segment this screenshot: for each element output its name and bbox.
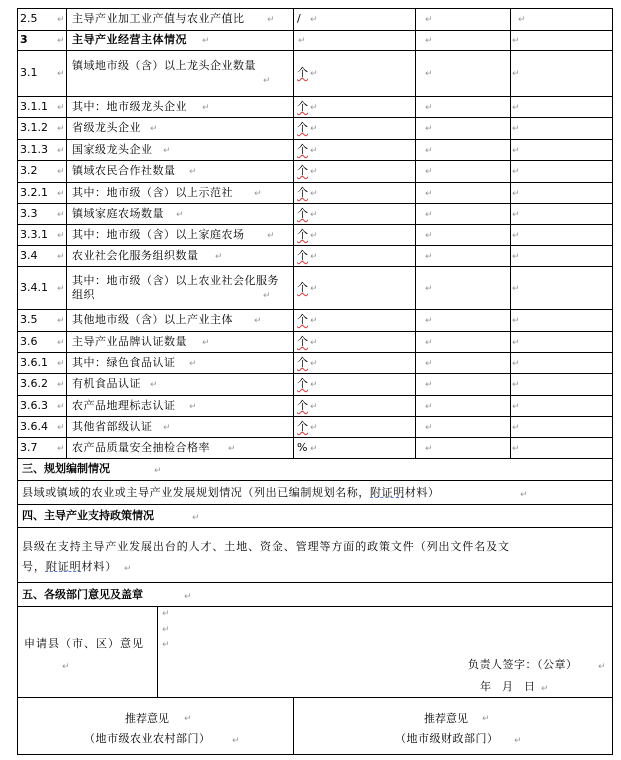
paragraph-mark-icon: ↵ bbox=[57, 15, 65, 25]
row-label: 主导产业加工业产值与农业产值比 bbox=[72, 12, 245, 25]
paragraph-mark-icon: ↵ bbox=[425, 210, 433, 220]
paragraph-mark-icon: ↵ bbox=[512, 444, 520, 454]
paragraph-mark-icon: ↵ bbox=[57, 316, 65, 326]
row-unit: / bbox=[297, 12, 301, 25]
paragraph-mark-icon: ↵ bbox=[598, 662, 606, 672]
row-unit: 个 bbox=[297, 249, 308, 262]
paragraph-mark-icon: ↵ bbox=[512, 146, 520, 156]
table-rule bbox=[17, 582, 613, 583]
paragraph-mark-icon: ↵ bbox=[512, 284, 520, 294]
row-label: 农产品质量安全抽检合格率 bbox=[72, 441, 210, 454]
row-label: 农产品地理标志认证 bbox=[72, 399, 176, 412]
row-unit: 个 bbox=[297, 143, 308, 156]
row-unit: 个 bbox=[297, 121, 308, 134]
row-label: 其中：地市级（含）以上示范社 bbox=[72, 186, 233, 199]
paragraph-mark-icon: ↵ bbox=[310, 423, 318, 433]
paragraph-mark-icon: ↵ bbox=[425, 167, 433, 177]
paragraph-mark-icon: ↵ bbox=[425, 231, 433, 241]
row-number: 3.1.1 bbox=[20, 100, 48, 113]
paragraph-mark-icon: ↵ bbox=[57, 36, 65, 46]
paragraph-mark-icon: ↵ bbox=[162, 609, 170, 619]
table-rule bbox=[17, 697, 613, 698]
paragraph-mark-icon: ↵ bbox=[482, 714, 490, 724]
table-rule bbox=[17, 527, 613, 528]
row-number: 3.7 bbox=[20, 441, 38, 454]
paragraph-mark-icon: ↵ bbox=[189, 359, 197, 369]
row-unit: 个 bbox=[297, 335, 308, 348]
date-line: 年 月 日 bbox=[480, 680, 535, 693]
row-number: 3.1 bbox=[20, 66, 38, 79]
paragraph-mark-icon: ↵ bbox=[202, 103, 210, 113]
paragraph-mark-icon: ↵ bbox=[57, 210, 65, 220]
recommendation-1-dept: （地市级农业农村部门） bbox=[84, 732, 211, 745]
paragraph-mark-icon: ↵ bbox=[425, 338, 433, 348]
planning-description bbox=[22, 486, 440, 500]
row-label: 主导产业经营主体情况 bbox=[72, 33, 187, 46]
paragraph-mark-icon: ↵ bbox=[425, 189, 433, 199]
paragraph-mark-icon: ↵ bbox=[57, 444, 65, 454]
paragraph-mark-icon: ↵ bbox=[124, 564, 132, 574]
policy-text: 号， bbox=[22, 560, 46, 573]
paragraph-mark-icon: ↵ bbox=[512, 210, 520, 220]
row-label: 镇域地市级（含）以上龙头企业数量 bbox=[72, 59, 256, 72]
row-number: 3.6.1 bbox=[20, 356, 48, 369]
paragraph-mark-icon: ↵ bbox=[254, 189, 262, 199]
paragraph-mark-icon: ↵ bbox=[62, 662, 70, 672]
row-unit: 个 bbox=[297, 420, 308, 433]
paragraph-mark-icon: ↵ bbox=[512, 69, 520, 79]
policy-text-line-2 bbox=[22, 560, 117, 574]
form-border-bottom bbox=[17, 754, 613, 755]
attach-proof-link: 附证明 bbox=[370, 486, 405, 499]
row-unit: 个 bbox=[297, 356, 308, 369]
paragraph-mark-icon: ↵ bbox=[310, 15, 318, 25]
attach-proof-link: 附证明 bbox=[45, 560, 82, 573]
paragraph-mark-icon: ↵ bbox=[520, 490, 528, 500]
paragraph-mark-icon: ↵ bbox=[310, 402, 318, 412]
paragraph-mark-icon: ↵ bbox=[425, 359, 433, 369]
paragraph-mark-icon: ↵ bbox=[228, 444, 236, 454]
section-3-title: 三、规划编制情况 bbox=[22, 462, 110, 475]
row-label: 有机食品认证 bbox=[72, 377, 141, 390]
paragraph-mark-icon: ↵ bbox=[184, 714, 192, 724]
row-number: 3.3 bbox=[20, 207, 38, 220]
recommendation-2-title: 推荐意见 bbox=[424, 712, 468, 725]
row-number: 3.6.2 bbox=[20, 377, 48, 390]
paragraph-mark-icon: ↵ bbox=[57, 124, 65, 134]
paragraph-mark-icon: ↵ bbox=[310, 252, 318, 262]
paragraph-mark-icon: ↵ bbox=[310, 231, 318, 241]
paragraph-mark-icon: ↵ bbox=[512, 252, 520, 262]
row-label: 省级龙头企业 bbox=[72, 121, 141, 134]
paragraph-mark-icon: ↵ bbox=[57, 338, 65, 348]
paragraph-mark-icon: ↵ bbox=[425, 423, 433, 433]
paragraph-mark-icon: ↵ bbox=[310, 444, 318, 454]
paragraph-mark-icon: ↵ bbox=[57, 189, 65, 199]
row-number: 3.5 bbox=[20, 313, 38, 326]
paragraph-mark-icon: ↵ bbox=[425, 402, 433, 412]
paragraph-mark-icon: ↵ bbox=[310, 359, 318, 369]
paragraph-mark-icon: ↵ bbox=[425, 15, 433, 25]
planning-text: 县域或镇域的农业或主导产业发展规划情况（列出已编制规划名称， bbox=[22, 486, 370, 499]
paragraph-mark-icon: ↵ bbox=[425, 316, 433, 326]
paragraph-mark-icon: ↵ bbox=[215, 252, 223, 262]
section-5-title: 五、各级部门意见及盖章 bbox=[22, 588, 143, 601]
row-label: 其中：绿色食品认证 bbox=[72, 356, 176, 369]
row-label: 镇域农民合作社数量 bbox=[72, 164, 176, 177]
row-label: 其中：地市级（含）以上家庭农场 bbox=[72, 228, 245, 241]
row-number: 3.1.2 bbox=[20, 121, 48, 134]
paragraph-mark-icon: ↵ bbox=[57, 402, 65, 412]
paragraph-mark-icon: ↵ bbox=[254, 316, 262, 326]
paragraph-mark-icon: ↵ bbox=[57, 252, 65, 262]
row-unit: 个 bbox=[297, 66, 308, 79]
paragraph-mark-icon: ↵ bbox=[310, 210, 318, 220]
row-unit: 个 bbox=[297, 164, 308, 177]
paragraph-mark-icon: ↵ bbox=[176, 210, 184, 220]
paragraph-mark-icon: ↵ bbox=[514, 736, 522, 746]
paragraph-mark-icon: ↵ bbox=[310, 124, 318, 134]
row-number: 3.4 bbox=[20, 249, 38, 262]
paragraph-mark-icon: ↵ bbox=[189, 402, 197, 412]
paragraph-mark-icon: ↵ bbox=[189, 167, 197, 177]
paragraph-mark-icon: ↵ bbox=[512, 124, 520, 134]
signature-line: 负责人签字：（公章） bbox=[468, 658, 578, 671]
paragraph-mark-icon: ↵ bbox=[512, 380, 520, 390]
recommendation-2-dept: （地市级财政部门） bbox=[395, 732, 499, 745]
row-number: 3.1.3 bbox=[20, 143, 48, 156]
paragraph-mark-icon: ↵ bbox=[163, 146, 171, 156]
paragraph-mark-icon: ↵ bbox=[184, 592, 192, 602]
row-label: 其他省部级认证 bbox=[72, 420, 153, 433]
row-number: 3.6 bbox=[20, 335, 38, 348]
paragraph-mark-icon: ↵ bbox=[310, 103, 318, 113]
paragraph-mark-icon: ↵ bbox=[310, 146, 318, 156]
paragraph-mark-icon: ↵ bbox=[57, 231, 65, 241]
paragraph-mark-icon: ↵ bbox=[425, 380, 433, 390]
paragraph-mark-icon: ↵ bbox=[512, 359, 520, 369]
form-border-right bbox=[612, 8, 613, 755]
paragraph-mark-icon: ↵ bbox=[512, 231, 520, 241]
planning-text-end: 材料） bbox=[404, 486, 440, 499]
paragraph-mark-icon: ↵ bbox=[57, 146, 65, 156]
paragraph-mark-icon: ↵ bbox=[163, 423, 171, 433]
paragraph-mark-icon: ↵ bbox=[154, 466, 162, 476]
row-number: 3.4.1 bbox=[20, 281, 48, 294]
paragraph-mark-icon: ↵ bbox=[512, 402, 520, 412]
paragraph-mark-icon: ↵ bbox=[518, 15, 526, 25]
row-unit: 个 bbox=[297, 377, 308, 390]
paragraph-mark-icon: ↵ bbox=[310, 189, 318, 199]
paragraph-mark-icon: ↵ bbox=[57, 359, 65, 369]
paragraph-mark-icon: ↵ bbox=[512, 103, 520, 113]
paragraph-mark-icon: ↵ bbox=[57, 380, 65, 390]
row-label: 镇域家庭农场数量 bbox=[72, 207, 164, 220]
row-unit: 个 bbox=[297, 228, 308, 241]
paragraph-mark-icon: ↵ bbox=[541, 684, 549, 694]
paragraph-mark-icon: ↵ bbox=[310, 316, 318, 326]
paragraph-mark-icon: ↵ bbox=[57, 423, 65, 433]
paragraph-mark-icon: ↵ bbox=[232, 736, 240, 746]
paragraph-mark-icon: ↵ bbox=[425, 36, 433, 46]
paragraph-mark-icon: ↵ bbox=[512, 36, 520, 46]
paragraph-mark-icon: ↵ bbox=[267, 231, 275, 241]
paragraph-mark-icon: ↵ bbox=[202, 338, 210, 348]
paragraph-mark-icon: ↵ bbox=[512, 167, 520, 177]
row-unit: 个 bbox=[297, 313, 308, 326]
row-number: 3.2 bbox=[20, 164, 38, 177]
paragraph-mark-icon: ↵ bbox=[310, 167, 318, 177]
paragraph-mark-icon: ↵ bbox=[150, 380, 158, 390]
paragraph-mark-icon: ↵ bbox=[202, 36, 210, 46]
paragraph-mark-icon: ↵ bbox=[425, 124, 433, 134]
paragraph-mark-icon: ↵ bbox=[57, 167, 65, 177]
row-unit: 个 bbox=[297, 207, 308, 220]
row-number: 3.2.1 bbox=[20, 186, 48, 199]
row-number: 3 bbox=[20, 33, 28, 46]
applicant-label: 申请县（市、区）意见 bbox=[24, 637, 144, 650]
paragraph-mark-icon: ↵ bbox=[425, 444, 433, 454]
row-number: 2.5 bbox=[20, 12, 38, 25]
applicant-divider bbox=[157, 606, 158, 698]
paragraph-mark-icon: ↵ bbox=[310, 69, 318, 79]
paragraph-mark-icon: ↵ bbox=[425, 69, 433, 79]
paragraph-mark-icon: ↵ bbox=[150, 124, 158, 134]
paragraph-mark-icon: ↵ bbox=[57, 103, 65, 113]
table-rule bbox=[17, 458, 613, 459]
row-unit: % bbox=[297, 441, 308, 454]
section-4-title: 四、主导产业支持政策情况 bbox=[22, 509, 154, 522]
paragraph-mark-icon: ↵ bbox=[298, 36, 306, 46]
paragraph-mark-icon: ↵ bbox=[425, 284, 433, 294]
row-label: 其中：地市级（含）以上农业社会化服务组织 bbox=[72, 274, 279, 301]
paragraph-mark-icon: ↵ bbox=[57, 69, 65, 79]
recommendation-1-title: 推荐意见 bbox=[125, 712, 169, 725]
paragraph-mark-icon: ↵ bbox=[162, 625, 170, 635]
row-unit: 个 bbox=[297, 186, 308, 199]
row-unit: 个 bbox=[297, 100, 308, 113]
paragraph-mark-icon: ↵ bbox=[310, 338, 318, 348]
table-rule bbox=[17, 606, 613, 607]
paragraph-mark-icon: ↵ bbox=[267, 15, 275, 25]
policy-text-end: 材料） bbox=[81, 560, 118, 573]
paragraph-mark-icon: ↵ bbox=[263, 291, 271, 301]
paragraph-mark-icon: ↵ bbox=[310, 284, 318, 294]
policy-text-line-1: 县级在支持主导产业发展出台的人才、土地、资金、管理等方面的政策文件（列出文件名及文 bbox=[22, 540, 510, 553]
row-label: 其中：地市级龙头企业 bbox=[72, 100, 187, 113]
paragraph-mark-icon: ↵ bbox=[425, 103, 433, 113]
row-unit: 个 bbox=[297, 281, 308, 294]
paragraph-mark-icon: ↵ bbox=[162, 640, 170, 650]
row-label: 国家级龙头企业 bbox=[72, 143, 153, 156]
table-rule bbox=[17, 480, 613, 481]
paragraph-mark-icon: ↵ bbox=[57, 284, 65, 294]
paragraph-mark-icon: ↵ bbox=[425, 252, 433, 262]
paragraph-mark-icon: ↵ bbox=[512, 423, 520, 433]
row-label: 其他地市级（含）以上产业主体 bbox=[72, 313, 233, 326]
row-label: 农业社会化服务组织数量 bbox=[72, 249, 199, 262]
paragraph-mark-icon: ↵ bbox=[263, 76, 271, 86]
table-rule bbox=[17, 504, 613, 505]
row-unit: 个 bbox=[297, 399, 308, 412]
recommendation-divider bbox=[293, 697, 294, 755]
row-number: 3.6.3 bbox=[20, 399, 48, 412]
paragraph-mark-icon: ↵ bbox=[425, 146, 433, 156]
paragraph-mark-icon: ↵ bbox=[512, 316, 520, 326]
row-label: 主导产业品牌认证数量 bbox=[72, 335, 187, 348]
paragraph-mark-icon: ↵ bbox=[512, 189, 520, 199]
paragraph-mark-icon: ↵ bbox=[192, 513, 200, 523]
row-number: 3.6.4 bbox=[20, 420, 48, 433]
row-number: 3.3.1 bbox=[20, 228, 48, 241]
paragraph-mark-icon: ↵ bbox=[310, 380, 318, 390]
paragraph-mark-icon: ↵ bbox=[512, 338, 520, 348]
